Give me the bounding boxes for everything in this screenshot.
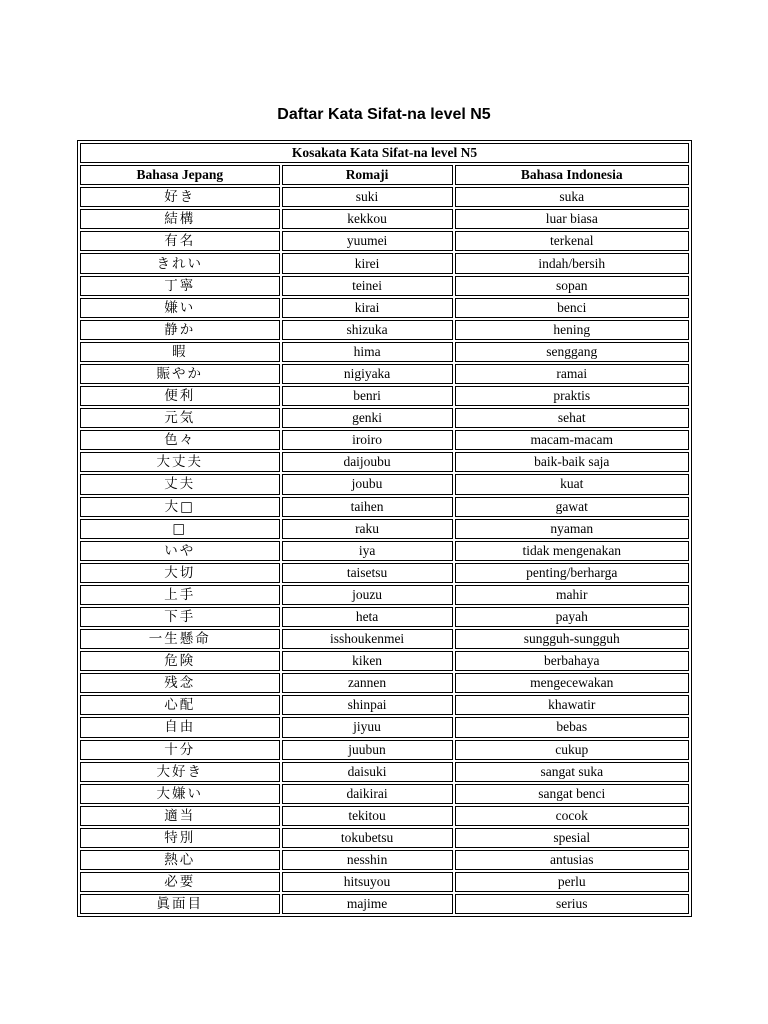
cell-indonesian: luar biasa	[455, 209, 689, 229]
cell-indonesian: macam-macam	[455, 430, 689, 450]
cell-romaji: benri	[282, 386, 453, 406]
table-row	[80, 231, 689, 251]
cell-indonesian: spesial	[455, 828, 689, 848]
cell-romaji: iroiro	[282, 430, 453, 450]
cell-romaji: juubun	[282, 740, 453, 760]
table-row	[80, 474, 689, 494]
cell-japanese: 適当	[80, 806, 280, 826]
cell-indonesian: indah/bersih	[455, 253, 689, 273]
table-caption: Kosakata Kata Sifat-na level N5	[80, 143, 689, 163]
cell-japanese: 一生懸命	[80, 629, 280, 649]
table-row	[80, 187, 689, 207]
cell-romaji: hitsuyou	[282, 872, 453, 892]
table-row	[80, 209, 689, 229]
cell-indonesian: suka	[455, 187, 689, 207]
table-row	[80, 762, 689, 782]
cell-indonesian: praktis	[455, 386, 689, 406]
cell-romaji: isshoukenmei	[282, 629, 453, 649]
cell-indonesian: sungguh-sungguh	[455, 629, 689, 649]
table-row	[80, 298, 689, 318]
cell-japanese: 眞面目	[80, 894, 280, 914]
cell-romaji: taisetsu	[282, 563, 453, 583]
cell-romaji: nigiyaka	[282, 364, 453, 384]
cell-indonesian: baik-baik saja	[455, 452, 689, 472]
cell-romaji: teinei	[282, 276, 453, 296]
cell-romaji: daisuki	[282, 762, 453, 782]
cell-japanese: 静か	[80, 320, 280, 340]
table-row	[80, 872, 689, 892]
cell-romaji: raku	[282, 519, 453, 539]
cell-indonesian: cukup	[455, 740, 689, 760]
cell-japanese: 危険	[80, 651, 280, 671]
cell-romaji: yuumei	[282, 231, 453, 251]
cell-indonesian: gawat	[455, 497, 689, 517]
cell-japanese: 結構	[80, 209, 280, 229]
table-row	[80, 541, 689, 561]
table-row	[80, 651, 689, 671]
cell-indonesian: sangat suka	[455, 762, 689, 782]
cell-romaji: suki	[282, 187, 453, 207]
table-row	[80, 408, 689, 428]
cell-japanese: 必要	[80, 872, 280, 892]
cell-japanese: 丁寧	[80, 276, 280, 296]
cell-japanese: 大好き	[80, 762, 280, 782]
cell-japanese: 有名	[80, 231, 280, 251]
cell-japanese: いや	[80, 541, 280, 561]
cell-japanese: 熱心	[80, 850, 280, 870]
cell-indonesian: nyaman	[455, 519, 689, 539]
cell-romaji: genki	[282, 408, 453, 428]
table-row	[80, 607, 689, 627]
cell-indonesian: hening	[455, 320, 689, 340]
cell-japanese: 大丈夫	[80, 452, 280, 472]
cell-romaji: majime	[282, 894, 453, 914]
cell-indonesian: perlu	[455, 872, 689, 892]
table-row	[80, 276, 689, 296]
cell-romaji: tekitou	[282, 806, 453, 826]
table-body	[80, 187, 689, 914]
cell-indonesian: mengecewakan	[455, 673, 689, 693]
table-row	[80, 452, 689, 472]
cell-japanese: 特別	[80, 828, 280, 848]
cell-japanese: 大嫌い	[80, 784, 280, 804]
cell-japanese: 色々	[80, 430, 280, 450]
table-row	[80, 828, 689, 848]
cell-japanese: きれい	[80, 253, 280, 273]
cell-japanese: 元気	[80, 408, 280, 428]
table-row	[80, 563, 689, 583]
table-row	[80, 695, 689, 715]
column-header-indonesian: Bahasa Indonesia	[455, 165, 689, 185]
cell-romaji: kekkou	[282, 209, 453, 229]
column-header-romaji: Romaji	[282, 165, 453, 185]
cell-indonesian: khawatir	[455, 695, 689, 715]
cell-japanese: 便利	[80, 386, 280, 406]
page-title: Daftar Kata Sifat-na level N5	[277, 106, 491, 123]
cell-romaji: jouzu	[282, 585, 453, 605]
cell-indonesian: terkenal	[455, 231, 689, 251]
vocabulary-table	[77, 140, 692, 917]
cell-indonesian: ramai	[455, 364, 689, 384]
cell-romaji: jiyuu	[282, 717, 453, 737]
cell-romaji: shinpai	[282, 695, 453, 715]
table-row	[80, 784, 689, 804]
cell-indonesian: cocok	[455, 806, 689, 826]
table-row	[80, 342, 689, 362]
cell-indonesian: tidak mengenakan	[455, 541, 689, 561]
cell-japanese: 自由	[80, 717, 280, 737]
cell-romaji: kirei	[282, 253, 453, 273]
cell-japanese: □	[80, 519, 280, 539]
cell-japanese: 下手	[80, 607, 280, 627]
cell-indonesian: serius	[455, 894, 689, 914]
cell-indonesian: mahir	[455, 585, 689, 605]
cell-romaji: shizuka	[282, 320, 453, 340]
cell-romaji: nesshin	[282, 850, 453, 870]
cell-japanese: 心配	[80, 695, 280, 715]
cell-japanese: 上手	[80, 585, 280, 605]
cell-romaji: tokubetsu	[282, 828, 453, 848]
column-header-japanese: Bahasa Jepang	[80, 165, 280, 185]
cell-romaji: kiken	[282, 651, 453, 671]
cell-japanese: 大切	[80, 563, 280, 583]
table-row	[80, 430, 689, 450]
cell-romaji: daikirai	[282, 784, 453, 804]
cell-indonesian: antusias	[455, 850, 689, 870]
cell-japanese: 賑やか	[80, 364, 280, 384]
cell-romaji: joubu	[282, 474, 453, 494]
cell-indonesian: sopan	[455, 276, 689, 296]
cell-japanese: 残念	[80, 673, 280, 693]
cell-romaji: heta	[282, 607, 453, 627]
cell-indonesian: penting/berharga	[455, 563, 689, 583]
cell-romaji: daijoubu	[282, 452, 453, 472]
cell-japanese: 嫌い	[80, 298, 280, 318]
table-row	[80, 894, 689, 914]
table-row	[80, 850, 689, 870]
table-row	[80, 320, 689, 340]
cell-japanese: 丈夫	[80, 474, 280, 494]
cell-indonesian: bebas	[455, 717, 689, 737]
cell-indonesian: berbahaya	[455, 651, 689, 671]
table-header-row	[80, 165, 689, 185]
cell-japanese: 好き	[80, 187, 280, 207]
table-row	[80, 253, 689, 273]
table-row	[80, 585, 689, 605]
cell-romaji: taihen	[282, 497, 453, 517]
cell-japanese: 十分	[80, 740, 280, 760]
cell-indonesian: kuat	[455, 474, 689, 494]
cell-indonesian: payah	[455, 607, 689, 627]
cell-romaji: kirai	[282, 298, 453, 318]
cell-japanese: 大□	[80, 497, 280, 517]
table-caption-row	[80, 143, 689, 163]
table-row	[80, 386, 689, 406]
table-row	[80, 629, 689, 649]
table-row	[80, 673, 689, 693]
table-row	[80, 717, 689, 737]
table-row	[80, 364, 689, 384]
cell-indonesian: sangat benci	[455, 784, 689, 804]
cell-japanese: 暇	[80, 342, 280, 362]
table-row	[80, 740, 689, 760]
table-row	[80, 497, 689, 517]
cell-indonesian: senggang	[455, 342, 689, 362]
cell-romaji: zannen	[282, 673, 453, 693]
table-row	[80, 806, 689, 826]
cell-romaji: hima	[282, 342, 453, 362]
cell-indonesian: sehat	[455, 408, 689, 428]
table-row	[80, 519, 689, 539]
cell-romaji: iya	[282, 541, 453, 561]
cell-indonesian: benci	[455, 298, 689, 318]
